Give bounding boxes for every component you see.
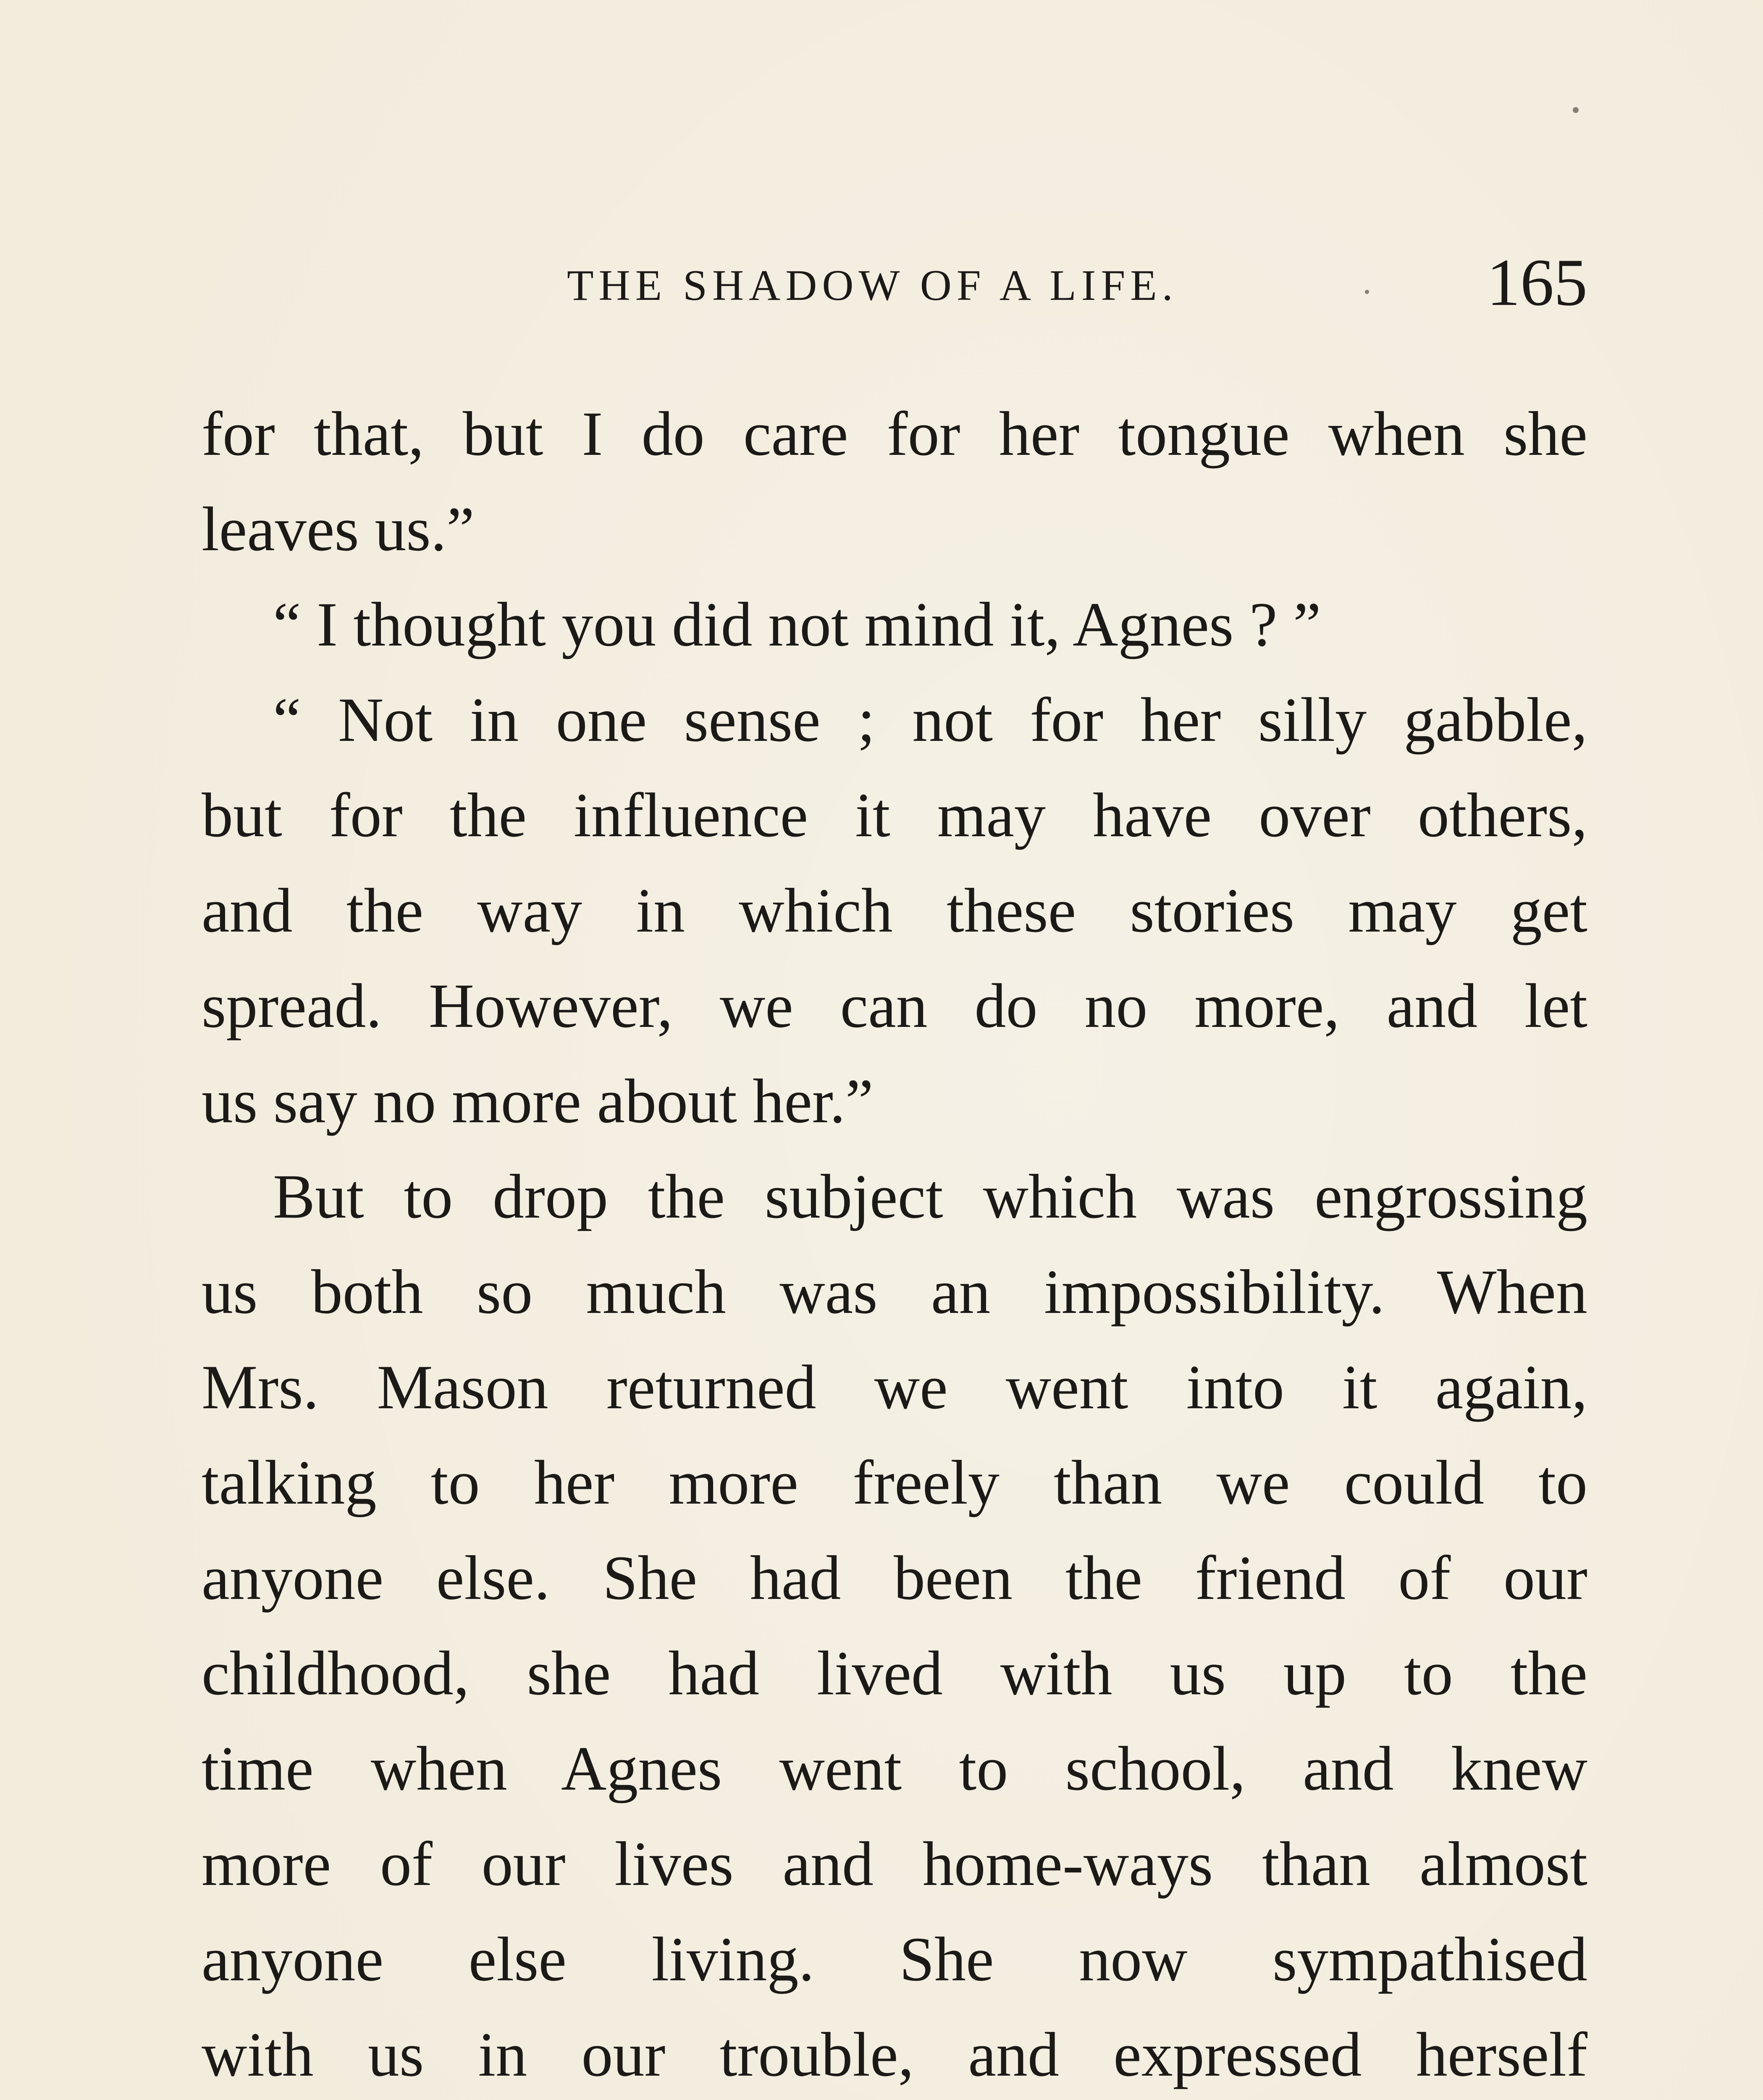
page-header <box>202 235 1587 319</box>
text-line: us say no more about her.” <box>202 1066 874 1136</box>
text-line: anyone else. She had been the friend of our <box>202 1543 1587 1613</box>
paper-speck <box>1365 290 1369 294</box>
text-line: spread. However, we can do no more, and let <box>202 971 1587 1041</box>
text-line: childhood, she had lived with us up to the <box>202 1638 1587 1708</box>
text-line: “ I thought you did not mind it, Agnes ? ” <box>273 590 1321 659</box>
page-number: 165 <box>1487 245 1587 320</box>
body-text <box>202 386 1587 2100</box>
text-line: “ Not in one sense ; not for her silly gabble, <box>273 685 1587 755</box>
text-line: with us in our trouble, and expressed herself <box>202 2020 1587 2090</box>
text-line: and the way in which these stories may get <box>202 876 1587 945</box>
paper-speck <box>1573 107 1579 113</box>
running-title: THE SHADOW OF A LIFE. <box>567 261 1178 310</box>
text-line: but for the influence it may have over others, <box>202 780 1587 850</box>
text-line: us both so much was an impossibility. When <box>202 1257 1587 1327</box>
text-line: for that, but I do care for her tongue when she <box>202 399 1587 469</box>
text-line: But to drop the subject which was engrossing <box>273 1162 1587 1231</box>
text-line: more of our lives and home-ways than almost <box>202 1829 1587 1899</box>
text-line: leaves us.” <box>202 494 475 564</box>
text-line: Mrs. Mason returned we went into it again, <box>202 1352 1587 1422</box>
text-line: anyone else living. She now sympathised <box>202 1924 1587 1994</box>
text-line: time when Agnes went to school, and knew <box>202 1734 1587 1803</box>
text-line: talking to her more freely than we could to <box>202 1448 1587 1517</box>
